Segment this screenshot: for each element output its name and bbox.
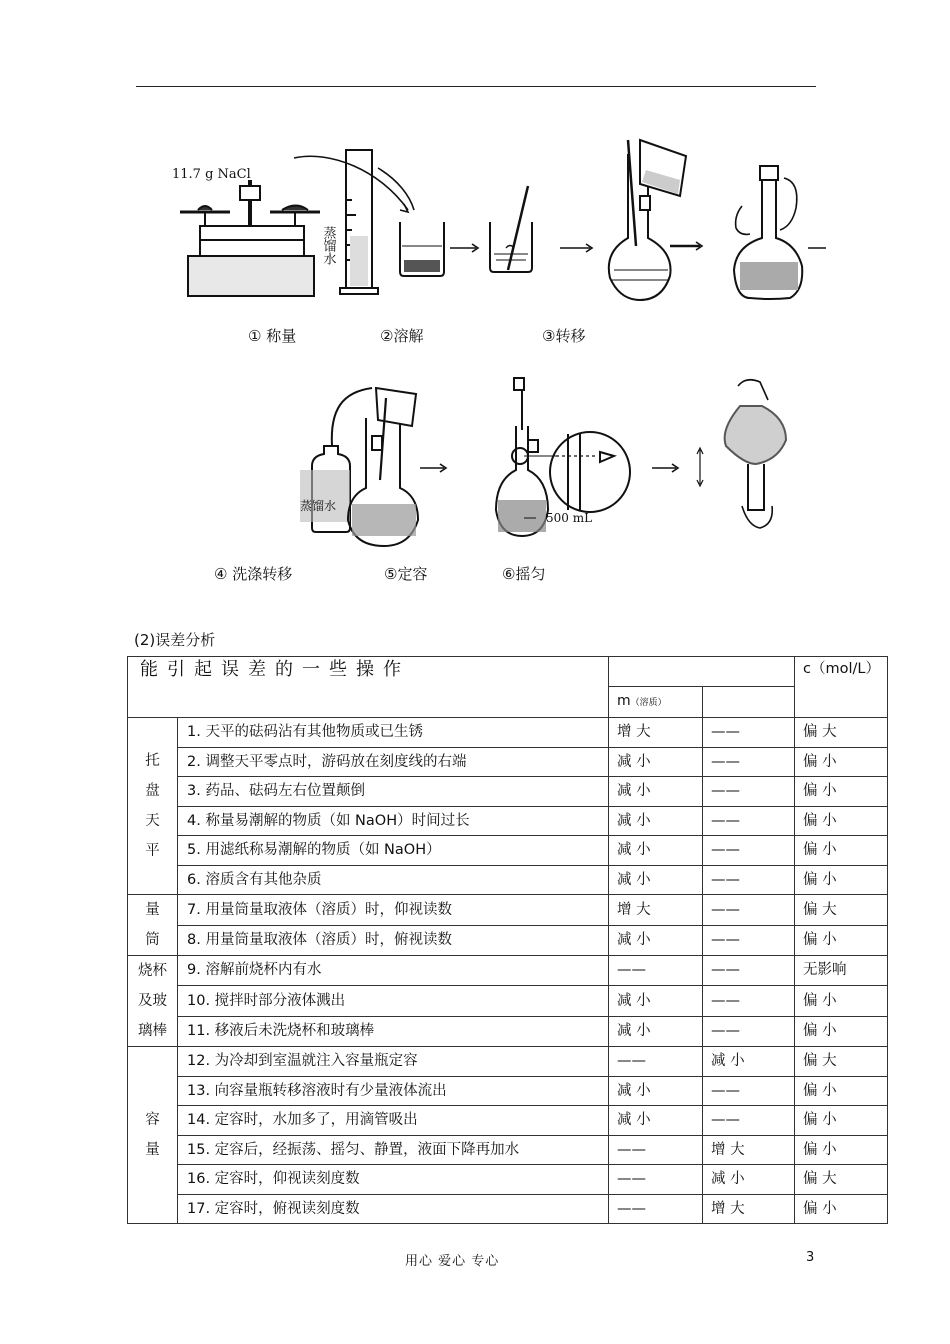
group-label-line: 筒 bbox=[145, 932, 160, 948]
operation-cell: 10. 搅拌时部分液体溅出 bbox=[178, 986, 609, 1016]
concentration-cell: 偏 小 bbox=[795, 777, 888, 807]
operation-cell: 17. 定容时，俯视读刻度数 bbox=[178, 1194, 609, 1224]
error-analysis-table bbox=[127, 656, 888, 1224]
swirl-flask-icon bbox=[734, 166, 802, 299]
group-label-line: 托 bbox=[145, 753, 160, 769]
graduated-cylinder-icon bbox=[340, 150, 378, 294]
volume-cell: —— bbox=[703, 986, 795, 1016]
solute-mass-cell: 减 小 bbox=[609, 806, 703, 836]
procedure-illustration bbox=[0, 0, 950, 600]
header-blank bbox=[609, 657, 795, 687]
concentration-cell: 偏 小 bbox=[795, 806, 888, 836]
operation-cell: 9. 溶解前烧杯内有水 bbox=[178, 956, 609, 986]
volume-cell: —— bbox=[703, 956, 795, 986]
header-m-label: m bbox=[617, 692, 631, 709]
cylinder-water-label: 蒸馏水 bbox=[320, 226, 336, 265]
group-label-line: 烧杯 bbox=[138, 963, 167, 979]
page-number: 3 bbox=[806, 1250, 815, 1265]
concentration-cell: 偏 小 bbox=[795, 1076, 888, 1106]
group-label-line: 天 bbox=[145, 813, 160, 829]
table-row bbox=[128, 1165, 888, 1195]
solute-mass-cell: —— bbox=[609, 956, 703, 986]
operation-cell: 14. 定容时，水加多了，用滴管吸出 bbox=[178, 1106, 609, 1136]
table-row bbox=[128, 956, 888, 986]
volume-cell: —— bbox=[703, 806, 795, 836]
header-m-sub: （溶质） bbox=[630, 697, 667, 708]
table-row bbox=[128, 1106, 888, 1136]
volume-cell: —— bbox=[703, 895, 795, 926]
table-row bbox=[128, 1047, 888, 1077]
solute-mass-cell: 减 小 bbox=[609, 925, 703, 956]
group-label-line: 及玻 bbox=[138, 993, 167, 1009]
balance-icon bbox=[180, 180, 320, 296]
concentration-cell: 偏 大 bbox=[795, 895, 888, 926]
solute-mass-cell: —— bbox=[609, 1194, 703, 1224]
section-title: (2)误差分析 bbox=[134, 631, 216, 649]
concentration-cell: 无影响 bbox=[795, 956, 888, 986]
table-row bbox=[128, 718, 888, 748]
solute-mass-cell: —— bbox=[609, 1135, 703, 1165]
volume-cell: 减 小 bbox=[703, 1165, 795, 1195]
solute-mass-cell: 减 小 bbox=[609, 836, 703, 866]
volume-cell: —— bbox=[703, 718, 795, 748]
group-label-line: 容 bbox=[145, 1112, 160, 1128]
operation-cell: 8. 用量筒量取液体（溶质）时，俯视读数 bbox=[178, 925, 609, 956]
washing-flask-icon bbox=[348, 388, 418, 546]
group-label bbox=[128, 956, 178, 1047]
caption-shake: ⑥摇匀 bbox=[502, 565, 546, 583]
solute-mass-cell: 减 小 bbox=[609, 777, 703, 807]
operation-cell: 12. 为冷却到室温就注入容量瓶定容 bbox=[178, 1047, 609, 1077]
volume-cell: —— bbox=[703, 1106, 795, 1136]
group-label bbox=[128, 1047, 178, 1224]
solute-mass-cell: 减 小 bbox=[609, 986, 703, 1016]
operation-cell: 1. 天平的砝码沾有其他物质或已生锈 bbox=[178, 718, 609, 748]
operation-cell: 7. 用量筒量取液体（溶质）时，仰视读数 bbox=[178, 895, 609, 926]
solute-mass-cell: 增 大 bbox=[609, 718, 703, 748]
operation-cell: 5. 用滤纸称易潮解的物质（如 NaOH） bbox=[178, 836, 609, 866]
concentration-cell: 偏 小 bbox=[795, 1194, 888, 1224]
caption-wash-transfer: ④ 洗涤转移 bbox=[214, 565, 293, 583]
group-label bbox=[128, 895, 178, 956]
group-label-line: 量 bbox=[145, 902, 160, 918]
concentration-cell: 偏 小 bbox=[795, 1016, 888, 1046]
operation-cell: 4. 称量易潮解的物质（如 NaOH）时间过长 bbox=[178, 806, 609, 836]
table-row bbox=[128, 806, 888, 836]
caption-dissolve: ②溶解 bbox=[380, 327, 424, 345]
operation-cell: 6. 溶质含有其他杂质 bbox=[178, 865, 609, 895]
table-row bbox=[128, 986, 888, 1016]
operation-cell: 16. 定容时，仰视读刻度数 bbox=[178, 1165, 609, 1195]
flask-volume-label: 500 mL bbox=[546, 511, 593, 525]
table-row bbox=[128, 747, 888, 777]
group-label bbox=[128, 718, 178, 895]
volume-cell: —— bbox=[703, 865, 795, 895]
caption-transfer: ③转移 bbox=[542, 327, 586, 345]
volume-cell: —— bbox=[703, 777, 795, 807]
caption-fix-volume: ⑤定容 bbox=[384, 565, 428, 583]
header-volume bbox=[703, 686, 795, 718]
header-solute-mass bbox=[609, 686, 703, 718]
operation-cell: 13. 向容量瓶转移溶液时有少量液体流出 bbox=[178, 1076, 609, 1106]
solute-mass-cell: 减 小 bbox=[609, 1016, 703, 1046]
concentration-cell: 偏 小 bbox=[795, 865, 888, 895]
footer-motto: 用心 爱心 专心 bbox=[405, 1254, 500, 1269]
solute-mass-cell: 增 大 bbox=[609, 895, 703, 926]
group-label-line: 盘 bbox=[145, 783, 160, 799]
operation-cell: 3. 药品、砝码左右位置颠倒 bbox=[178, 777, 609, 807]
beaker-icon bbox=[400, 222, 444, 276]
table-header-row bbox=[128, 657, 888, 687]
operation-cell: 2. 调整天平零点时，游码放在刻度线的右端 bbox=[178, 747, 609, 777]
table-row bbox=[128, 1194, 888, 1224]
stirring-beaker-icon bbox=[490, 186, 532, 272]
table-row bbox=[128, 1076, 888, 1106]
solute-mass-cell: —— bbox=[609, 1165, 703, 1195]
volume-cell: 增 大 bbox=[703, 1194, 795, 1224]
group-label-line: 平 bbox=[145, 843, 160, 859]
concentration-cell: 偏 大 bbox=[795, 1165, 888, 1195]
table-row bbox=[128, 865, 888, 895]
concentration-cell: 偏 小 bbox=[795, 747, 888, 777]
volume-cell: —— bbox=[703, 836, 795, 866]
solute-mass-cell: 减 小 bbox=[609, 1106, 703, 1136]
table-row bbox=[128, 777, 888, 807]
inverting-flask-icon bbox=[697, 380, 786, 528]
group-label-line: 量 bbox=[145, 1142, 160, 1158]
volume-cell: 增 大 bbox=[703, 1135, 795, 1165]
solute-mass-cell: —— bbox=[609, 1047, 703, 1077]
concentration-cell: 偏 小 bbox=[795, 1135, 888, 1165]
table-row bbox=[128, 925, 888, 956]
operation-cell: 11. 移液后未洗烧杯和玻璃棒 bbox=[178, 1016, 609, 1046]
concentration-cell: 偏 小 bbox=[795, 986, 888, 1016]
volume-cell: —— bbox=[703, 1016, 795, 1046]
solute-mass-cell: 减 小 bbox=[609, 1076, 703, 1106]
volume-cell: —— bbox=[703, 747, 795, 777]
table-row bbox=[128, 1135, 888, 1165]
wash-bottle-label: 蒸馏水 bbox=[300, 499, 337, 513]
table-row bbox=[128, 1016, 888, 1046]
header-operations: 能引起误差的一些操作 bbox=[128, 657, 609, 718]
operation-cell: 15. 定容后，经振荡、摇匀、静置，液面下降再加水 bbox=[178, 1135, 609, 1165]
volume-cell: 减 小 bbox=[703, 1047, 795, 1077]
solute-mass-cell: 减 小 bbox=[609, 865, 703, 895]
volume-cell: —— bbox=[703, 1076, 795, 1106]
transfer-flask-icon bbox=[609, 140, 686, 300]
concentration-cell: 偏 小 bbox=[795, 836, 888, 866]
concentration-cell: 偏 大 bbox=[795, 1047, 888, 1077]
volumetric-flask-icon bbox=[496, 378, 548, 536]
concentration-cell: 偏 小 bbox=[795, 925, 888, 956]
group-label-line: 璃棒 bbox=[138, 1023, 167, 1039]
solute-mass-cell: 减 小 bbox=[609, 747, 703, 777]
concentration-cell: 偏 大 bbox=[795, 718, 888, 748]
sample-label: 11.7 g NaCl bbox=[172, 167, 251, 182]
header-concentration: c（mol/L） bbox=[795, 657, 888, 718]
table-row bbox=[128, 895, 888, 926]
concentration-cell: 偏 小 bbox=[795, 1106, 888, 1136]
volume-cell: —— bbox=[703, 925, 795, 956]
table-row bbox=[128, 836, 888, 866]
caption-weigh: ① 称量 bbox=[248, 327, 297, 345]
